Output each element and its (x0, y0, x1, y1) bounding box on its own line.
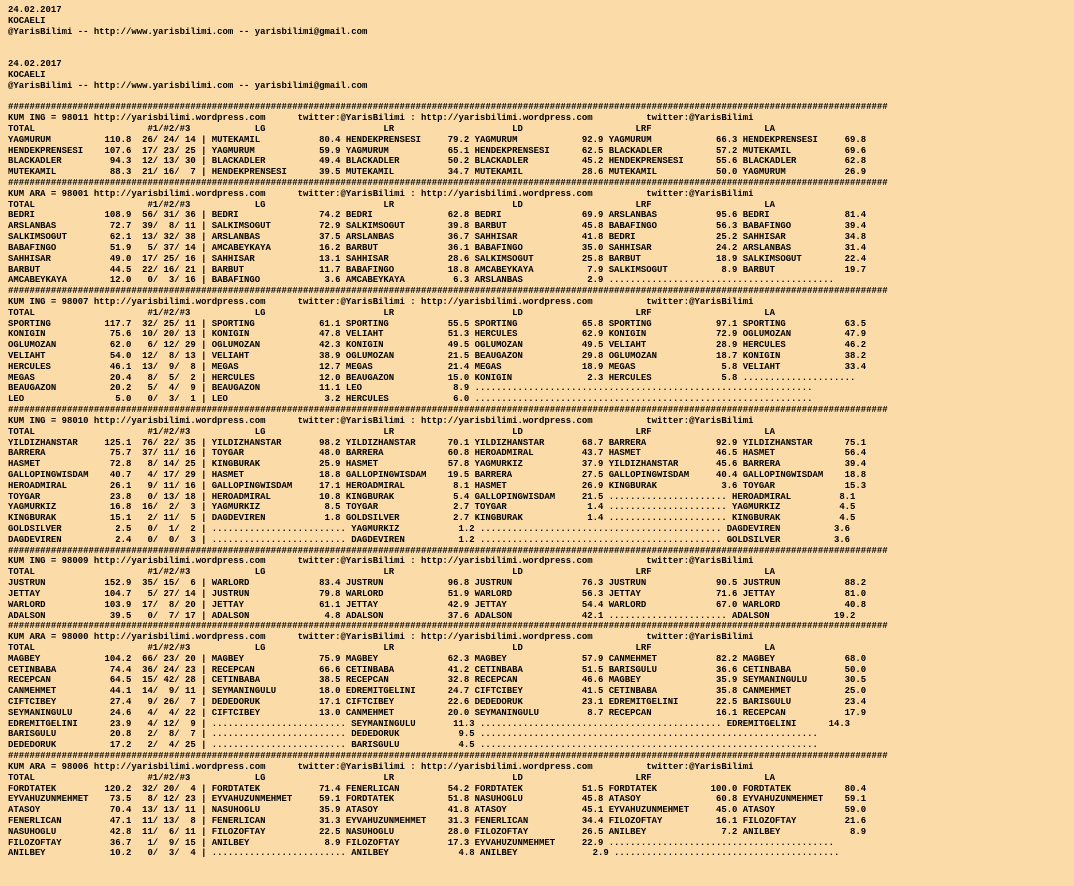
race-header-line: KUM ING = 98009 http://yarisbilimi.wordpress.com twitter:@YarisBilimi : http://yarisbilimi.wordpress.com twitter:@YarisBilimi (8, 556, 754, 567)
report-line: BARBUT 44.5 22/ 16/ 21 | BARBUT 11.7 BABAFINGO 18.8 AMCABEYKAYA 7.9 SALKIMSOGUT 8.9 BARBUT 19.7 (8, 264, 867, 275)
city-line: KOCAELI (8, 15, 46, 26)
report-line: ARSLANBAS 72.7 39/ 8/ 11 | SALKIMSOGUT 72.9 SALKIMSOGUT 39.8 BARBUT 45.8 BABAFINGO 56.3 BABAFINGO 39.4 (8, 221, 867, 232)
column-header-line: TOTAL #1/#2/#3 LG LR LD LRF LA (8, 307, 775, 318)
column-header-line: TOTAL #1/#2/#3 LG LR LD LRF LA (8, 567, 775, 578)
separator-line: #################################################################################################################################################################### (8, 102, 888, 113)
report-line: EYVAHUZUNMEHMET 73.5 8/ 12/ 23 | EYVAHUZUNMEHMET 59.1 FORDTATEK 51.8 NASUHOGLU 45.8 ATASOY 60.8 EYVAHUZUNMEHMET 59.1 (8, 794, 867, 805)
report-line: JETTAY 104.7 5/ 27/ 14 | JUSTRUN 79.8 WARLORD 51.9 WARLORD 56.3 JETTAY 71.6 JETTAY 81.0 (8, 588, 867, 599)
date-line: 24.02.2017 (8, 5, 62, 15)
report-line: NASUHOGLU 42.8 11/ 6/ 11 | FILOZOFTAY 22.5 NASUHOGLU 28.0 FILOZOFTAY 26.5 ANILBEY 7.2 ANILBEY 8.9 (8, 826, 867, 837)
race-header-line: KUM ARA = 98001 http://yarisbilimi.wordpress.com twitter:@YarisBilimi : http://yarisbilimi.wordpress.com twitter:@YarisBilimi (8, 188, 754, 199)
report-line: VELIAHT 54.0 12/ 8/ 13 | VELIAHT 38.9 OGLUMOZAN 21.5 BEAUGAZON 29.8 OGLUMOZAN 18.7 KONIGIN 38.2 (8, 351, 867, 361)
report-line: GOLDSILVER 2.5 0/ 1/ 2 | ......................... YAGMURKIZ 1.2 ............................................. DAGDEVIREN 3.6 (8, 524, 851, 534)
report-line: YAGMURUM 110.8 26/ 24/ 14 | MUTEKAMIL 80.4 HENDEKPRENSESI 79.2 YAGMURUM 92.9 YAGMURUM 66.3 HENDEKPRENSESI 69.8 (8, 134, 867, 145)
report-line: AMCABEYKAYA 12.0 0/ 3/ 16 | BABAFINGO 3.6 AMCABEYKAYA 6.3 ARSLANBAS 2.9 .......................................... (8, 275, 834, 286)
report-line: TOYGAR 23.8 0/ 13/ 18 | HEROADMIRAL 10.8 KINGBURAK 5.4 GALLOPINGWISDAM 21.5 ...................... HEROADMIRAL 8.1 (8, 491, 856, 502)
contact-line: @YarisBilimi -- http://www.yarisbilimi.com -- yarisbilimi@gmail.com (8, 26, 368, 37)
report-line: KINGBURAK 15.1 2/ 11/ 5 | DAGDEVIREN 1.8 GOLDSILVER 2.7 KINGBURAK 1.4 ...................... KINGBURAK 4.5 (8, 513, 856, 524)
report-line: FENERLICAN 47.1 11/ 13/ 8 | FENERLICAN 31.3 EYVAHUZUNMEHMET 31.3 FENERLICAN 34.4 FILOZOFTAY 16.1 FILOZOFTAY 21.6 (8, 815, 867, 826)
separator-line: #################################################################################################################################################################### (8, 621, 888, 632)
race-header-line: KUM ING = 98011 http://yarisbilimi.wordpress.com twitter:@YarisBilimi : http://yarisbilimi.wordpress.com twitter:@YarisBilimi (8, 113, 754, 124)
report-line: CIFTCIBEY 27.4 9/ 26/ 7 | DEDEDORUK 17.1 CIFTCIBEY 22.6 DEDEDORUK 23.1 EDREMITGELINI 22.5 BARISGULU 23.4 (8, 697, 867, 707)
report-line: SAHHISAR 49.0 17/ 25/ 16 | SAHHISAR 13.1 SAHHISAR 28.6 SALKIMSOGUT 25.8 BARBUT 18.9 SALKIMSOGUT 22.4 (8, 253, 867, 264)
column-header-line: TOTAL #1/#2/#3 LG LR LD LRF LA (8, 772, 775, 783)
report-line: LEO 5.0 0/ 3/ 1 | LEO 3.2 HERCULES 6.0 ............................................................... (8, 394, 813, 405)
city-line: KOCAELI (8, 69, 46, 80)
column-header-line: TOTAL #1/#2/#3 LG LR LD LRF LA (8, 642, 775, 653)
report-line: OGLUMOZAN 62.0 6/ 12/ 29 | OGLUMOZAN 42.3 KONIGIN 49.5 OGLUMOZAN 49.5 VELIAHT 28.9 HERCULES 46.2 (8, 340, 867, 351)
separator-line: #################################################################################################################################################################### (8, 286, 888, 297)
report-line: BARISGULU 20.8 2/ 8/ 7 | ......................... DEDEDORUK 9.5 ............................................................... (8, 729, 818, 740)
separator-line: #################################################################################################################################################################### (8, 751, 888, 762)
column-header-line: TOTAL #1/#2/#3 LG LR LD LRF LA (8, 426, 775, 437)
separator-line: #################################################################################################################################################################### (8, 545, 888, 556)
report-line: BARRERA 75.7 37/ 11/ 16 | TOYGAR 48.0 BARRERA 60.8 HEROADMIRAL 43.7 HASMET 46.5 HASMET 56.4 (8, 448, 867, 459)
report-line: ATASOY 70.4 13/ 13/ 11 | NASUHOGLU 35.9 ATASOY 41.8 ATASOY 45.1 EYVAHUZUNMEHMET 45.0 ATASOY 59.0 (8, 805, 867, 816)
report-line: SPORTING 117.7 32/ 25/ 11 | SPORTING 61.1 SPORTING 55.5 SPORTING 65.8 SPORTING 97.1 SPORTING 63.5 (8, 318, 867, 329)
report-line: BABAFINGO 51.9 5/ 37/ 14 | AMCABEYKAYA 16.2 BARBUT 36.1 BABAFINGO 35.0 SAHHISAR 24.2 ARSLANBAS 31.4 (8, 242, 867, 253)
race-header-line: KUM ING = 98010 http://yarisbilimi.wordpress.com twitter:@YarisBilimi : http://yarisbilimi.wordpress.com twitter:@YarisBilimi (8, 415, 754, 426)
report-line: WARLORD 103.9 17/ 8/ 20 | JETTAY 61.1 JETTAY 42.9 JETTAY 54.4 WARLORD 67.0 WARLORD 40.8 (8, 599, 867, 610)
report-line: GALLOPINGWISDAM 40.7 4/ 17/ 29 | HASMET 18.8 GALLOPINGWISDAM 19.5 BARRERA 27.5 GALLOPINGWISDAM 40.4 GALLOPINGWISDAM 18.8 (8, 469, 867, 480)
blank-line (8, 92, 1074, 103)
report-line: ADALSON 39.5 0/ 7/ 17 | ADALSON 4.8 ADALSON 37.6 ADALSON 42.1 ...................... ADALSON 19.2 (8, 610, 856, 621)
contact-line: @YarisBilimi -- http://www.yarisbilimi.com -- yarisbilimi@gmail.com (8, 80, 368, 91)
report-line: HERCULES 46.1 13/ 9/ 8 | MEGAS 12.7 MEGAS 21.4 MEGAS 18.9 MEGAS 5.8 VELIAHT 33.4 (8, 361, 867, 372)
column-header-line: TOTAL #1/#2/#3 LG LR LD LRF LA (8, 123, 775, 134)
report-line: MAGBEY 104.2 66/ 23/ 20 | MAGBEY 75.9 MAGBEY 62.3 MAGBEY 57.9 CANMEHMET 82.2 MAGBEY 68.0 (8, 653, 867, 664)
report-line: ANILBEY 10.2 0/ 3/ 4 | ......................... ANILBEY 4.8 ANILBEY 2.9 .......................................... (8, 848, 840, 859)
report-line: EDREMITGELINI 23.9 4/ 12/ 9 | ......................... SEYMANINGULU 11.3 ............................................. EDREMITGELINI 14.3 (8, 718, 851, 729)
blank-line (8, 48, 1074, 59)
report-line: DAGDEVIREN 2.4 0/ 0/ 3 | ......................... DAGDEVIREN 1.2 ............................................. GOLDSILVER 3.6 (8, 534, 851, 545)
race-header-line: KUM ARA = 98006 http://yarisbilimi.wordpress.com twitter:@YarisBilimi : http://yarisbilimi.wordpress.com twitter:@YarisBilimi (8, 761, 754, 772)
date-line: 24.02.2017 (8, 59, 62, 70)
report-line: SALKIMSOGUT 62.1 13/ 32/ 38 | ARSLANBAS 37.5 ARSLANBAS 36.7 SAHHISAR 41.8 BEDRI 25.2 SAHHISAR 34.8 (8, 232, 867, 243)
report-line: YAGMURKIZ 16.8 16/ 2/ 3 | YAGMURKIZ 8.5 TOYGAR 2.7 TOYGAR 1.4 ...................... YAGMURKIZ 4.5 (8, 502, 856, 513)
race-header-line: KUM ARA = 98000 http://yarisbilimi.wordpress.com twitter:@YarisBilimi : http://yarisbilimi.wordpress.com twitter:@YarisBilimi (8, 632, 754, 643)
report-line: HEROADMIRAL 26.1 9/ 11/ 16 | GALLOPINGWISDAM 17.1 HEROADMIRAL 8.1 HASMET 26.9 KINGBURAK 3.6 TOYGAR 15.3 (8, 480, 867, 491)
report-line: BLACKADLER 94.3 12/ 13/ 30 | BLACKADLER 49.4 BLACKADLER 50.2 BLACKADLER 45.2 HENDEKPRENSESI 55.6 BLACKADLER 62.8 (8, 156, 867, 167)
report-line: HENDEKPRENSESI 107.6 17/ 23/ 25 | YAGMURUM 59.9 YAGMURUM 65.1 HENDEKPRENSESI 62.5 BLACKADLER 57.2 MUTEKAMIL 69.6 (8, 145, 867, 156)
report-line: JUSTRUN 152.9 35/ 15/ 6 | WARLORD 83.4 JUSTRUN 96.8 JUSTRUN 76.3 JUSTRUN 90.5 JUSTRUN 88.2 (8, 578, 867, 589)
report-line: CANMEHMET 44.1 14/ 9/ 11 | SEYMANINGULU 18.0 EDREMITGELINI 24.7 CIFTCIBEY 41.5 CETINBABA 35.8 CANMEHMET 25.0 (8, 686, 867, 697)
separator-line: #################################################################################################################################################################### (8, 178, 888, 188)
report-line: FORDTATEK 120.2 32/ 20/ 4 | FORDTATEK 71.4 FENERLICAN 54.2 FORDTATEK 51.5 FORDTATEK 100.0 FORDTATEK 80.4 (8, 783, 867, 794)
report-line: FILOZOFTAY 36.7 1/ 9/ 15 | ANILBEY 8.9 FILOZOFTAY 17.3 EYVAHUZUNMEHMET 22.9 .......................................... (8, 837, 834, 848)
report-line: MEGAS 20.4 8/ 5/ 2 | HERCULES 12.0 BEAUGAZON 15.0 KONIGIN 2.3 HERCULES 5.8 ..................... (8, 372, 856, 383)
report-line: BEDRI 108.9 56/ 31/ 36 | BEDRI 74.2 BEDRI 62.8 BEDRI 69.9 ARSLANBAS 95.6 BEDRI 81.4 (8, 210, 867, 221)
report-line: DEDEDORUK 17.2 2/ 4/ 25 | ......................... BARISGULU 4.5 ............................................................... (8, 740, 818, 751)
report-line: BEAUGAZON 20.2 5/ 4/ 9 | BEAUGAZON 11.1 LEO 8.9 ............................................................... (8, 383, 813, 394)
report-line: RECEPCAN 64.5 15/ 42/ 28 | CETINBABA 38.5 RECEPCAN 32.8 RECEPCAN 46.6 MAGBEY 35.9 SEYMANINGULU 30.5 (8, 675, 867, 686)
report-line: SEYMANINGULU 24.6 4/ 4/ 22 | CIFTCIBEY 13.0 CANMEHMET 20.0 SEYMANINGULU 8.7 RECEPCAN 16.1 RECEPCAN 17.9 (8, 707, 867, 718)
column-header-line: TOTAL #1/#2/#3 LG LR LD LRF LA (8, 199, 775, 210)
blank-line (8, 37, 1074, 48)
report-line: KONIGIN 75.6 10/ 20/ 13 | KONIGIN 47.8 VELIAHT 51.3 HERCULES 62.9 KONIGIN 72.9 OGLUMOZAN 47.9 (8, 329, 867, 340)
report-line: YILDIZHANSTAR 125.1 76/ 22/ 35 | YILDIZHANSTAR 98.2 YILDIZHANSTAR 70.1 YILDIZHANSTAR 68.7 BARRERA 92.9 YILDIZHANSTAR 75.1 (8, 437, 867, 448)
report-line: CETINBABA 74.4 36/ 24/ 23 | RECEPCAN 66.6 CETINBABA 41.2 CETINBABA 51.5 BARISGULU 36.6 CETINBABA 50.0 (8, 664, 867, 675)
race-header-line: KUM ING = 98007 http://yarisbilimi.wordpress.com twitter:@YarisBilimi : http://yarisbilimi.wordpress.com twitter:@YarisBilimi (8, 296, 754, 307)
separator-line: #################################################################################################################################################################### (8, 405, 888, 416)
report-line: HASMET 72.8 8/ 14/ 25 | KINGBURAK 25.9 HASMET 57.8 YAGMURKIZ 37.9 YILDIZHANSTAR 45.6 BARRERA 39.4 (8, 459, 867, 470)
report-line: MUTEKAMIL 88.3 21/ 16/ 7 | HENDEKPRENSESI 39.5 MUTEKAMIL 34.7 MUTEKAMIL 28.6 MUTEKAMIL 50.0 YAGMURUM 26.9 (8, 167, 867, 178)
